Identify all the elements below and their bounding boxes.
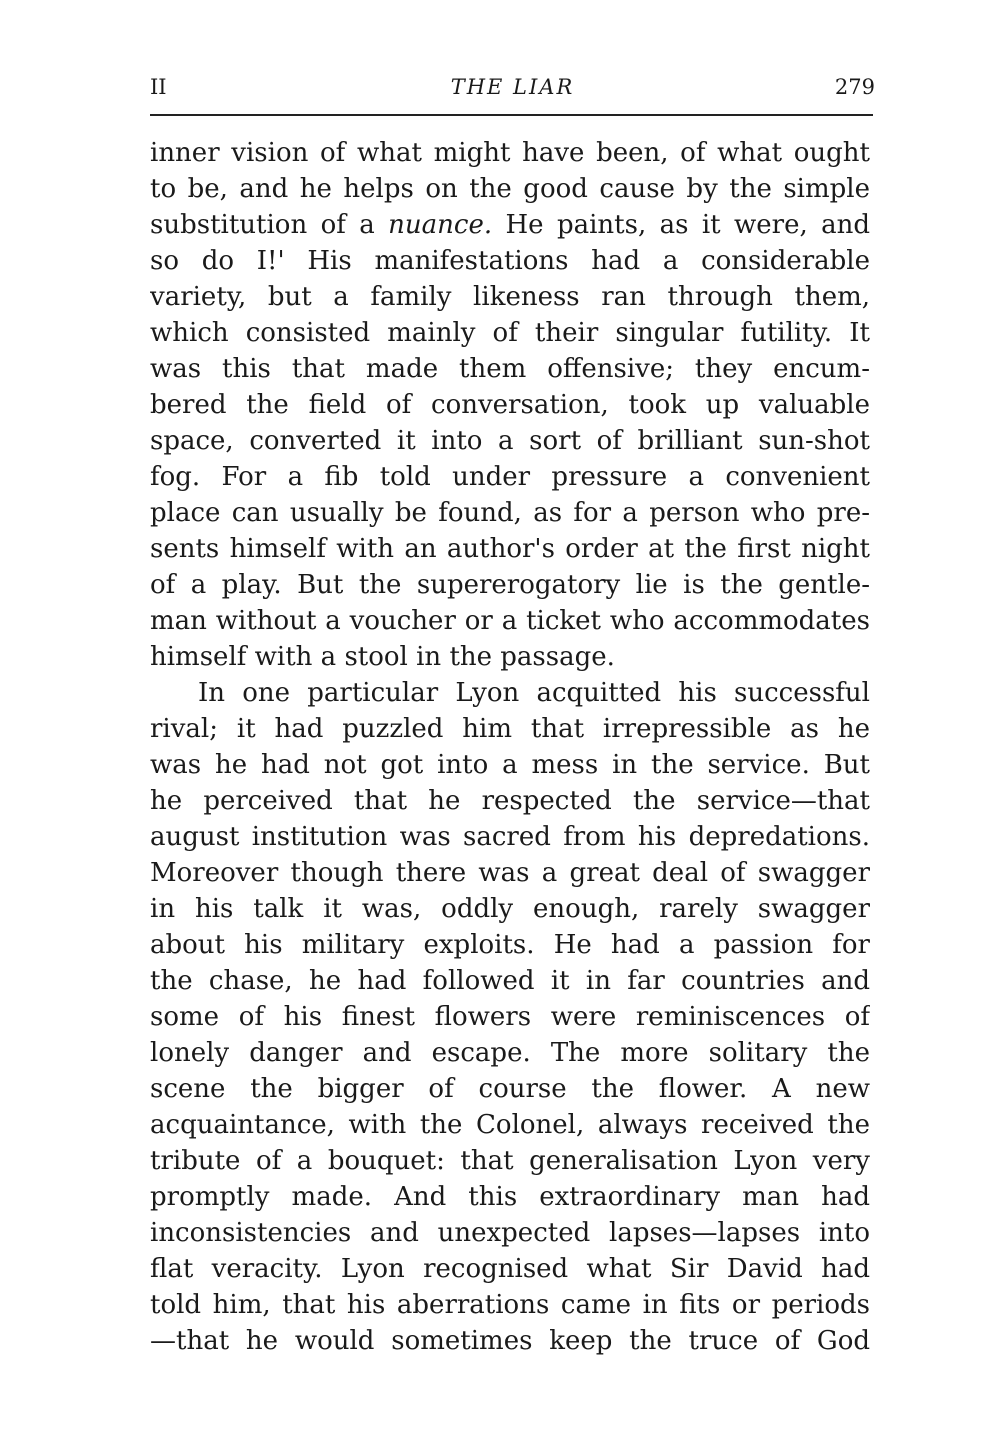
text-line: flat veracity. Lyon recognised what Sir David had: [150, 1254, 870, 1284]
text-line: man without a voucher or a ticket who accommodates: [150, 606, 870, 636]
signature-mark: II: [150, 75, 167, 99]
text-line: space, converted it into a sort of brilliant sun-shot: [150, 426, 870, 456]
paragraph-last-line: himself with a stool in the passage.: [150, 642, 615, 672]
text-line: bered the field of conversation, took up valuable: [150, 390, 870, 420]
paragraph-first-line: In one particular Lyon acquitted his successful: [198, 678, 870, 708]
text-line: told him, that his aberrations came in fits or periods: [150, 1290, 870, 1320]
text-line: inconsistencies and unexpected lapses—lapses into: [150, 1218, 870, 1248]
header-rule: [150, 114, 873, 116]
running-head: [150, 72, 875, 102]
running-title: THE LIAR: [450, 75, 575, 99]
text-line: sents himself with an author's order at the first night: [150, 534, 870, 564]
text-line: fog. For a fib told under pressure a convenient: [150, 462, 870, 492]
text-line: in his talk it was, oddly enough, rarely swagger: [150, 894, 870, 924]
text-line: was this that made them offensive; they encum-: [150, 354, 870, 384]
text-line: to be, and he helps on the good cause by the simple: [150, 174, 870, 204]
text-line: so do I!' His manifestations had a considerable: [150, 246, 870, 276]
text-line: rival; it had puzzled him that irrepressible as he: [150, 714, 870, 744]
text-line: tribute of a bouquet: that generalisation Lyon very: [150, 1146, 870, 1176]
text-line: was he had not got into a mess in the service. But: [150, 750, 870, 780]
text-line: august institution was sacred from his depredations.: [150, 822, 870, 852]
text-line: which consisted mainly of their singular futility. It: [150, 318, 870, 348]
text-line: of a play. But the supererogatory lie is the gentle-: [150, 570, 870, 600]
text-line: [150, 207, 870, 243]
text-line-end: He paints, as it were, and: [492, 210, 870, 240]
text-line: he perceived that he respected the service—that: [150, 786, 870, 816]
text-line-start: substitution of a: [150, 210, 389, 240]
text-line: place can usually be found, as for a person who pre-: [150, 498, 870, 528]
italic-word: nuance.: [388, 210, 493, 240]
text-line: about his military exploits. He had a passion for: [150, 930, 870, 960]
text-line: promptly made. And this extraordinary man had: [150, 1182, 870, 1212]
text-line: scene the bigger of course the flower. A new: [150, 1074, 870, 1104]
text-line: acquaintance, with the Colonel, always received the: [150, 1110, 870, 1140]
text-line: lonely danger and escape. The more solitary the: [150, 1038, 870, 1068]
text-line: variety, but a family likeness ran through them,: [150, 282, 870, 312]
text-line: the chase, he had followed it in far countries and: [150, 966, 870, 996]
text-line: —that he would sometimes keep the truce of God: [150, 1326, 870, 1356]
text-line: some of his finest flowers were reminiscences of: [150, 1002, 870, 1032]
text-line: inner vision of what might have been, of what ought: [150, 138, 870, 168]
text-line: Moreover though there was a great deal of swagger: [150, 858, 870, 888]
body-text: [150, 135, 870, 1359]
page-number: 279: [834, 75, 875, 99]
